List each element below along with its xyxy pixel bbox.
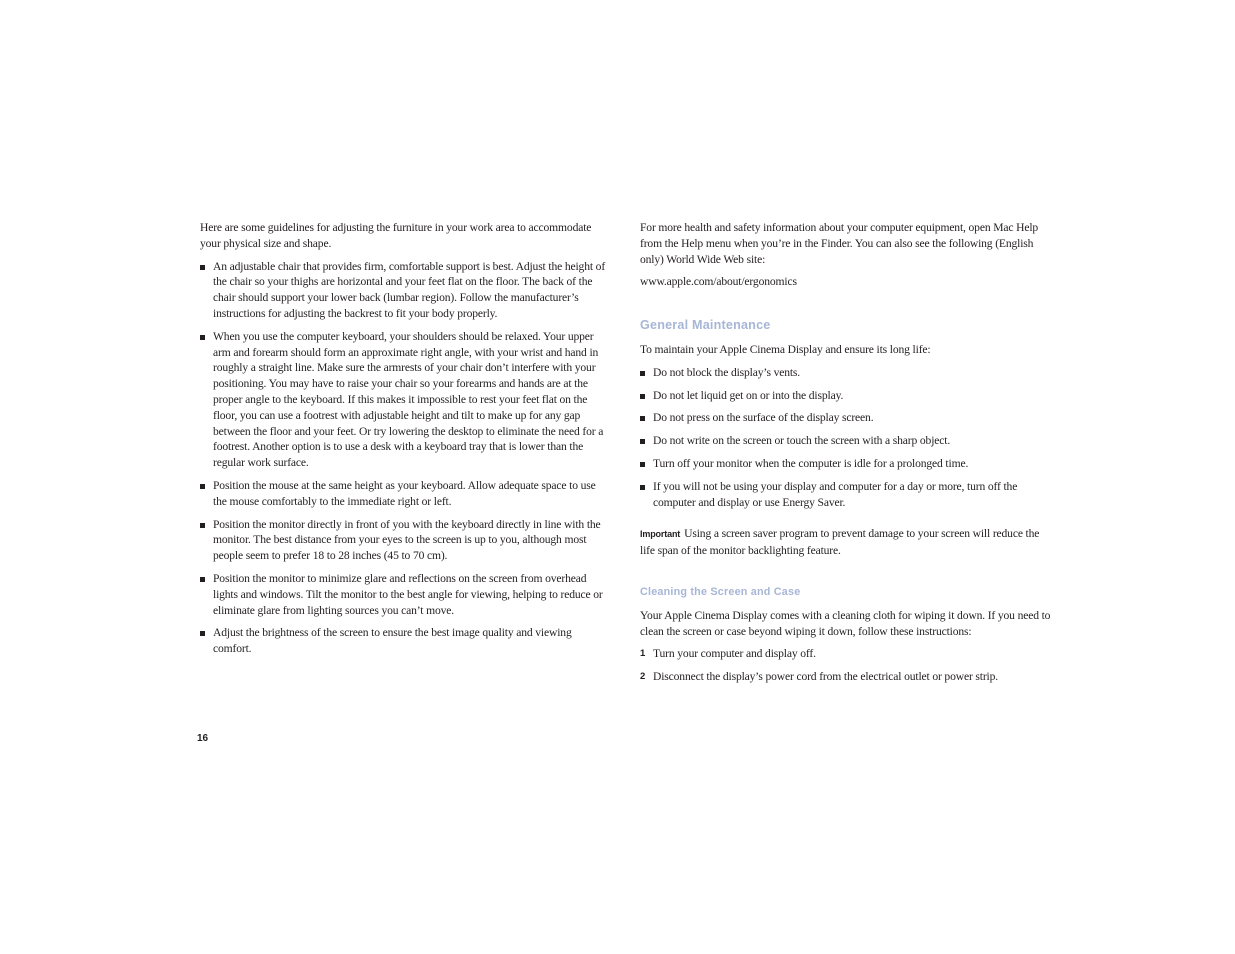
list-item-text: When you use the computer keyboard, your shoulders should be relaxed. Your upper arm and forearm should form an approximate right angle, with your wrist and hand in roughly a straight line. Make sure the armrests of your chair don’t interfere with your positioning. You may have to raise your chair so your forearms and hands are at the proper angle to the keyboard. If this makes it impossible to rest your feet flat on the floor, you can use a footrest with adjustable height and tilt to make up for any gap between the floor and your feet. Or try lowering the desktop to eliminate the need for a footrest. Another option is to use a desk with a keyboard tray that is lower than the regular work surface. [213,329,604,470]
square-bullet-icon [640,371,645,376]
list-item [200,571,612,618]
list-item-text: Do not let liquid get on or into the display. [653,388,844,402]
list-item [640,479,1052,511]
square-bullet-icon [200,523,205,528]
list-item-text: Do not block the display’s vents. [653,365,801,379]
list-item-text: If you will not be using your display and computer for a day or more, turn off the computer and display or use Energy Saver. [653,479,1018,509]
maintenance-list [640,365,1052,511]
list-item [640,365,1052,381]
list-item [200,259,612,322]
important-label: Important [640,529,681,540]
square-bullet-icon [640,485,645,490]
important-text: Using a screen saver program to prevent damage to your screen will reduce the life span of the monitor backlighting feature. [640,527,1040,558]
page-number: 16 [197,733,209,744]
ergonomics-url: www.apple.com/about/ergonomics [640,275,797,289]
step-text: Turn your computer and display off. [653,647,816,661]
cleaning-intro: Your Apple Cinema Display comes with a cleaning cloth for wiping it down. If you need to clean the screen or case beyond wiping it down, follow these instructions: [640,608,1051,638]
list-item [200,517,612,564]
list-item-text: Position the mouse at the same height as your keyboard. Allow adequate space to use the mouse comfortably to the immediate right or left. [213,478,596,508]
list-item-text: Do not write on the screen or touch the screen with a sharp object. [653,434,951,448]
cleaning-steps-list [640,646,1052,685]
square-bullet-icon [640,462,645,467]
list-item [200,625,612,657]
list-item [640,433,1052,449]
list-item [640,646,1052,662]
list-item [640,410,1052,426]
furniture-intro: Here are some guidelines for adjusting the furniture in your work area to accommodate your physical size and shape. [200,221,592,250]
square-bullet-icon [200,577,205,582]
list-item [200,329,612,471]
list-item [640,456,1052,472]
step-text: Disconnect the display’s power cord from the electrical outlet or power strip. [653,670,999,684]
step-number: 2 [640,671,646,683]
list-item-text: An adjustable chair that provides firm, comfortable support is best. Adjust the height of the chair so your thighs are horizontal and your feet flat on the floor. The back of the chair should support your lower back (lumbar region). Follow the manufacturer’s instructions for adjusting the backrest to fit your body properly. [213,259,606,320]
list-item-text: Turn off your monitor when the computer is idle for a prolonged time. [653,456,969,470]
square-bullet-icon [200,484,205,489]
list-item [640,669,1052,685]
square-bullet-icon [200,631,205,636]
important-note [640,526,1052,559]
cleaning-heading: Cleaning the Screen and Case [640,585,801,598]
list-item [200,478,612,510]
left-column [200,220,612,664]
square-bullet-icon [640,394,645,399]
list-item-text: Position the monitor to minimize glare and reflections on the screen from overhead lights and windows. Tilt the monitor to the best angle for viewing, helping to reduce or eliminate glare from lighting sources you can’t move. [213,571,603,617]
right-column [640,220,1052,692]
step-number: 1 [640,648,646,660]
list-item-text: Position the monitor directly in front of you with the keyboard directly in line with the monitor. The best distance from your eyes to the screen is up to you, although most people seem to prefer 18 to 28 inches (45 to 70 cm). [213,517,601,563]
maintenance-heading: General Maintenance [640,318,771,333]
square-bullet-icon [200,335,205,340]
square-bullet-icon [640,416,645,421]
list-item [640,388,1052,404]
maintenance-intro: To maintain your Apple Cinema Display and ensure its long life: [640,342,931,356]
health-info-paragraph: For more health and safety information about your computer equipment, open Mac Help from the Help menu when you’re in the Finder. You can also see the following (English only) World Wide Web site: [640,221,1039,266]
square-bullet-icon [640,439,645,444]
list-item-text: Do not press on the surface of the display screen. [653,411,874,425]
square-bullet-icon [200,265,205,270]
furniture-guidelines-list [200,259,612,657]
list-item-text: Adjust the brightness of the screen to ensure the best image quality and viewing comfort. [213,626,572,656]
